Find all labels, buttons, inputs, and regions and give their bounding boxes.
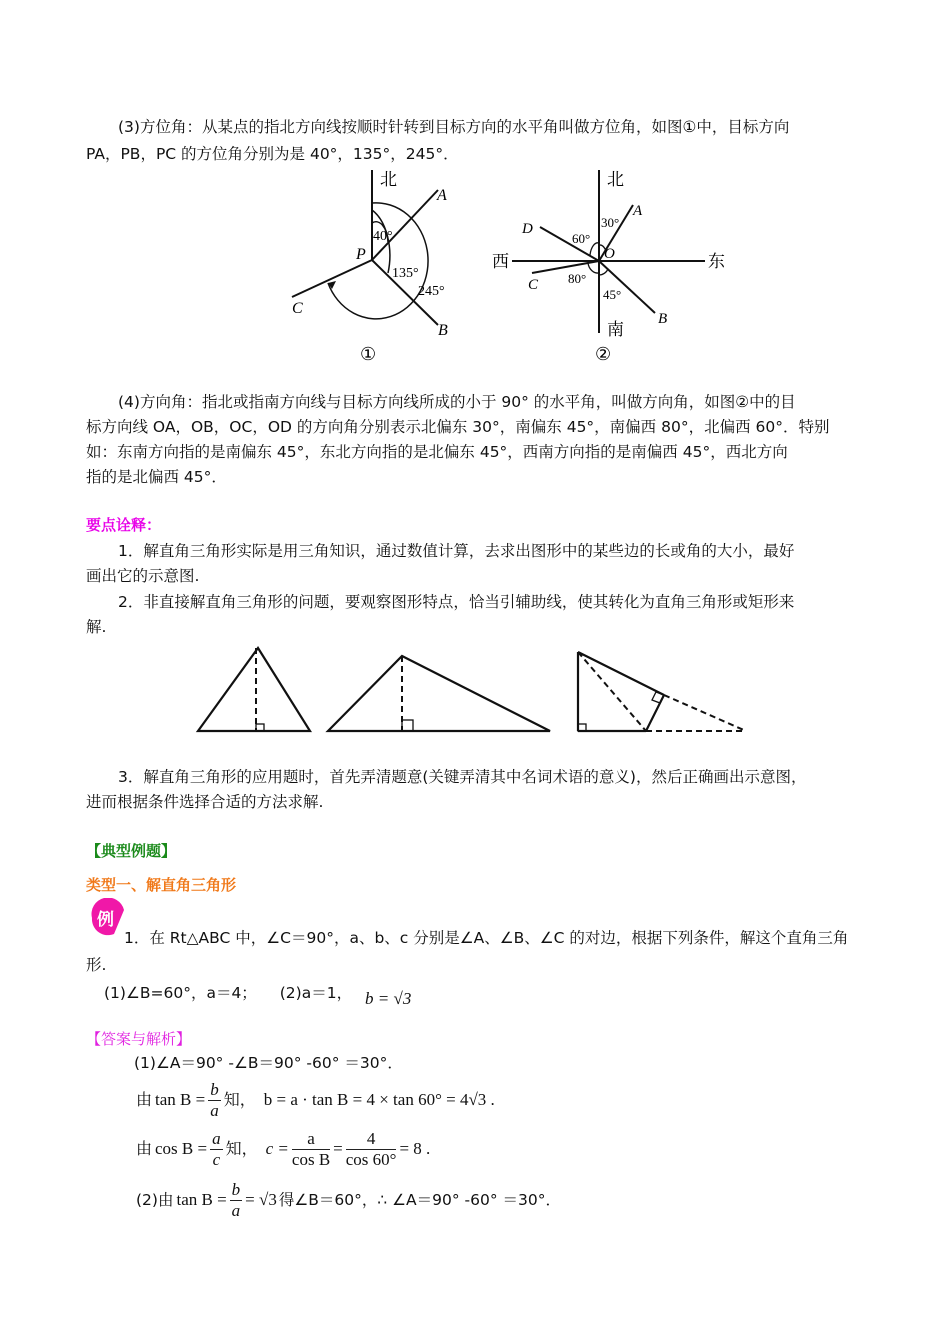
svg-text:45°: 45° (603, 287, 622, 302)
section3-line1: (3)方位角：从某点的指北方向线按顺时针转到目标方向的水平角叫做方位角，如图①中，目标方向 (118, 118, 790, 136)
svg-text:C: C (528, 277, 539, 293)
section4-line1: (4)方向角：指北或指南方向线与目标方向线所成的小于 90° 的水平角，叫做方向角，如图②中的目 (118, 393, 796, 411)
keypoint-2-line2: 解. (86, 618, 107, 636)
answer-step-3: 由 cos B = $\frac{a}{c}$ 知， c = $\frac{a}{\text{cos B}}$ = $\frac{4}{\cos 60^\circ}$ = 8 . (136, 1128, 431, 1169)
figure-1-azimuth-diagram (280, 165, 480, 365)
svg-text:B: B (438, 322, 448, 339)
section4-line2: 标方向线 OA，OB，OC，OD 的方向角分别表示北偏东 30°，南偏东 45°，南偏西 80°，北偏西 60°．特别 (86, 418, 830, 436)
keypoint-1-line2: 画出它的示意图. (86, 567, 200, 585)
svg-text:D: D (522, 221, 533, 237)
section3-line2: PA，PB，PC 的方位角分别为是 40°，135°，245°． (86, 145, 459, 163)
svg-text:135°: 135° (392, 266, 419, 281)
answer-step-4: (2)由 tan B = $\frac{b}{a}$ = √3 得∠B＝60°，∴ ∠A＝90° -60° ＝30°． (136, 1179, 562, 1220)
type-heading: 类型一、解直角三角形 (86, 876, 237, 894)
answer-heading: 【答案与解析】 (86, 1030, 192, 1048)
svg-text:B: B (658, 311, 668, 327)
example-badge-icon (88, 898, 128, 938)
keypoints-heading: 要点诠释： (86, 516, 162, 534)
svg-text:A: A (437, 187, 447, 204)
figure-2-caption: ② (595, 344, 612, 364)
question-1-conditions: (1)∠B=60°，a＝4； (2)a＝1， b = √3 (104, 984, 412, 1008)
triangles-diagram (190, 640, 760, 750)
answer-step-1: (1)∠A＝90° -∠B＝90° -60° ＝30°． (134, 1054, 403, 1072)
north-label: 北 (380, 170, 397, 189)
svg-text:A: A (633, 203, 643, 219)
svg-text:P: P (356, 246, 366, 263)
svg-text:例: 例 (97, 910, 114, 930)
keypoint-3-line2: 进而根据条件选择合适的方法求解. (86, 793, 324, 811)
svg-text:西: 西 (492, 252, 509, 271)
section4-line3: 如：东南方向指的是南偏东 45°，东北方向指的是北偏东 45°，西南方向指的是南偏西 45°，西北方向 (86, 443, 788, 461)
examples-heading: 【典型例题】 (86, 842, 177, 860)
svg-text:60°: 60° (572, 231, 591, 246)
answer-step-2: 由 tan B = $\frac{b}{a}$ 知， b = a · tan B = 4 × tan 60° = 4√3 . (136, 1079, 495, 1120)
example-badge (88, 898, 128, 938)
section4-line4: 指的是北偏西 45°． (86, 468, 227, 486)
figure-2-direction-diagram (480, 165, 740, 365)
keypoint-3-line1: 3．解直角三角形的应用题时，首先弄清题意(关键弄清其中名词术语的意义)，然后正确画出示意图， (118, 768, 807, 786)
svg-text:40°: 40° (373, 229, 393, 244)
svg-text:南: 南 (607, 320, 624, 339)
keypoint-1-line1: 1．解直角三角形实际是用三角知识，通过数值计算，去求出图形中的某些边的长或角的大小，最好 (118, 542, 795, 560)
svg-text:北: 北 (607, 170, 624, 189)
figure-1-caption: ① (360, 344, 377, 364)
svg-text:东: 东 (708, 252, 725, 271)
svg-text:245°: 245° (418, 284, 445, 299)
svg-text:30°: 30° (601, 215, 620, 230)
svg-text:C: C (292, 300, 303, 317)
question-1-line2: 形. (86, 956, 107, 974)
question-1-line1: 1．在 Rt△ABC 中，∠C＝90°，a、b、c 分别是∠A、∠B、∠C 的对边，根据下列条件，解这个直角三角 (124, 929, 849, 947)
svg-text:80°: 80° (568, 271, 587, 286)
keypoint-2-line1: 2．非直接解直角三角形的问题，要观察图形特点，恰当引辅助线，使其转化为直角三角形或矩形来 (118, 593, 795, 611)
svg-text:O: O (604, 246, 615, 262)
